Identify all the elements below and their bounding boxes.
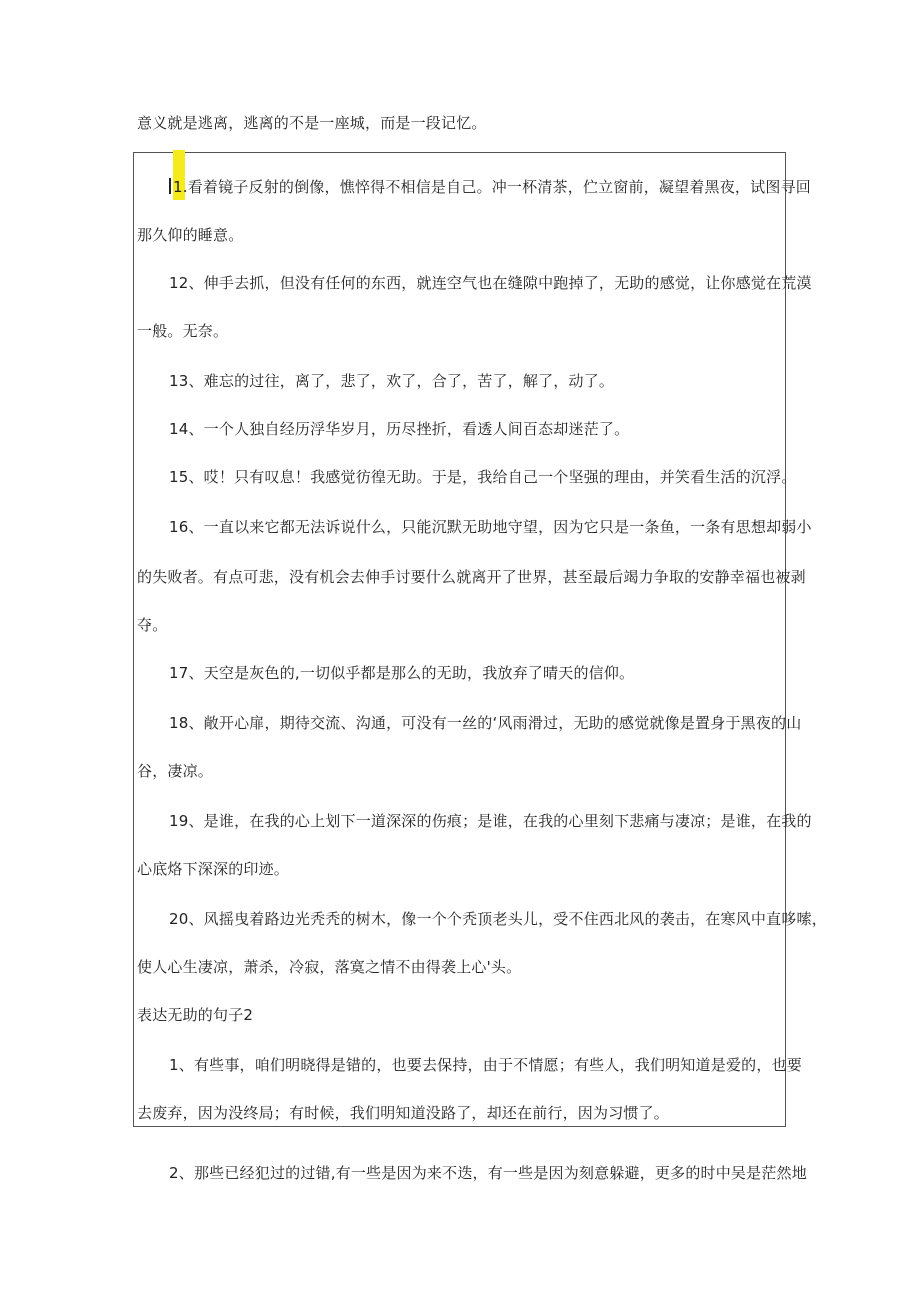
item-11-line-1: 1.看着镜子反射的倒像，憔悴得不相信是自己。冲一杯清茶，伫立窗前，凝望着黑夜，试图寻回 bbox=[173, 178, 811, 196]
item-19-line-2: 心底烙下深深的印迹。 bbox=[137, 860, 290, 878]
paragraph-line-bottom: 2、那些已经犯过的过错,有一些是因为来不迭，有一些是因为刻意躲避，更多的时中吴是茫然地 bbox=[169, 1164, 807, 1182]
item-12-line-1: 12、伸手去抓，但没有任何的东西，就连空气也在缝隙中跑掉了，无助的感觉，让你感觉在荒漠 bbox=[169, 274, 812, 292]
text-cursor-mark bbox=[169, 178, 171, 194]
item-14-line-1: 14、一个人独自经历浮华岁月，历尽挫折，看透人间百态却迷茫了。 bbox=[169, 420, 630, 438]
item-13-line-1: 13、难忘的过往，离了，悲了，欢了，合了，苦了，解了，动了。 bbox=[169, 372, 615, 390]
paragraph-line: 意义就是逃离，逃离的不是一座城，而是一段记忆。 bbox=[137, 114, 487, 132]
section2-item-1-line-2: 去废弃，因为没终局；有时候，我们明知道没路了，却还在前行，因为习惯了。 bbox=[137, 1104, 670, 1122]
section-heading: 表达无助的句子2 bbox=[137, 1006, 254, 1024]
item-16-line-2: 的失败者。有点可悲，没有机会去伸手讨要什么就离开了世界，甚至最后竭力争取的安静幸福也被剥 bbox=[137, 568, 806, 586]
item-11-line-2: 那久仰的睡意。 bbox=[137, 226, 244, 244]
item-18-line-2: 谷，凄凉。 bbox=[137, 762, 214, 780]
item-12-line-2: 一般。无奈。 bbox=[137, 322, 229, 340]
item-18-line-1: 18、敞开心扉，期待交流、沟通，可没有一丝的‘风雨滑过，无助的感觉就像是置身于黑夜的山 bbox=[169, 714, 802, 732]
content-frame bbox=[133, 152, 786, 1127]
item-15-line-1: 15、哎！只有叹息！我感觉彷徨无助。于是，我给自己一个坚强的理由，并笑看生活的沉浮。 bbox=[169, 468, 797, 486]
item-16-line-3: 夺。 bbox=[137, 616, 168, 634]
item-17-line-1: 17、天空是灰色的,一切似乎都是那么的无助，我放弃了晴天的信仰。 bbox=[169, 664, 635, 682]
item-19-line-1: 19、是谁，在我的心上划下一道深深的伤痕；是谁，在我的心里刻下悲痛与凄凉；是谁，在我的 bbox=[169, 812, 812, 830]
section2-item-1-line-1: 1、有些事，咱们明晓得是错的，也要去保持，由于不情愿；有些人，我们明知道是爱的，也要 bbox=[169, 1056, 802, 1074]
item-20-line-2: 使人心生凄凉，萧杀，冷寂，落寞之情不由得袭上心'头。 bbox=[137, 958, 522, 976]
item-16-line-1: 16、一直以来它都无法诉说什么，只能沉默无助地守望，因为它只是一条鱼，一条有思想却弱小 bbox=[169, 518, 812, 536]
item-20-line-1: 20、风摇曳着路边光秃秃的树木，像一个个秃顶老头儿，受不住西北风的袭击，在寒风中直哆嗦， bbox=[169, 910, 827, 928]
